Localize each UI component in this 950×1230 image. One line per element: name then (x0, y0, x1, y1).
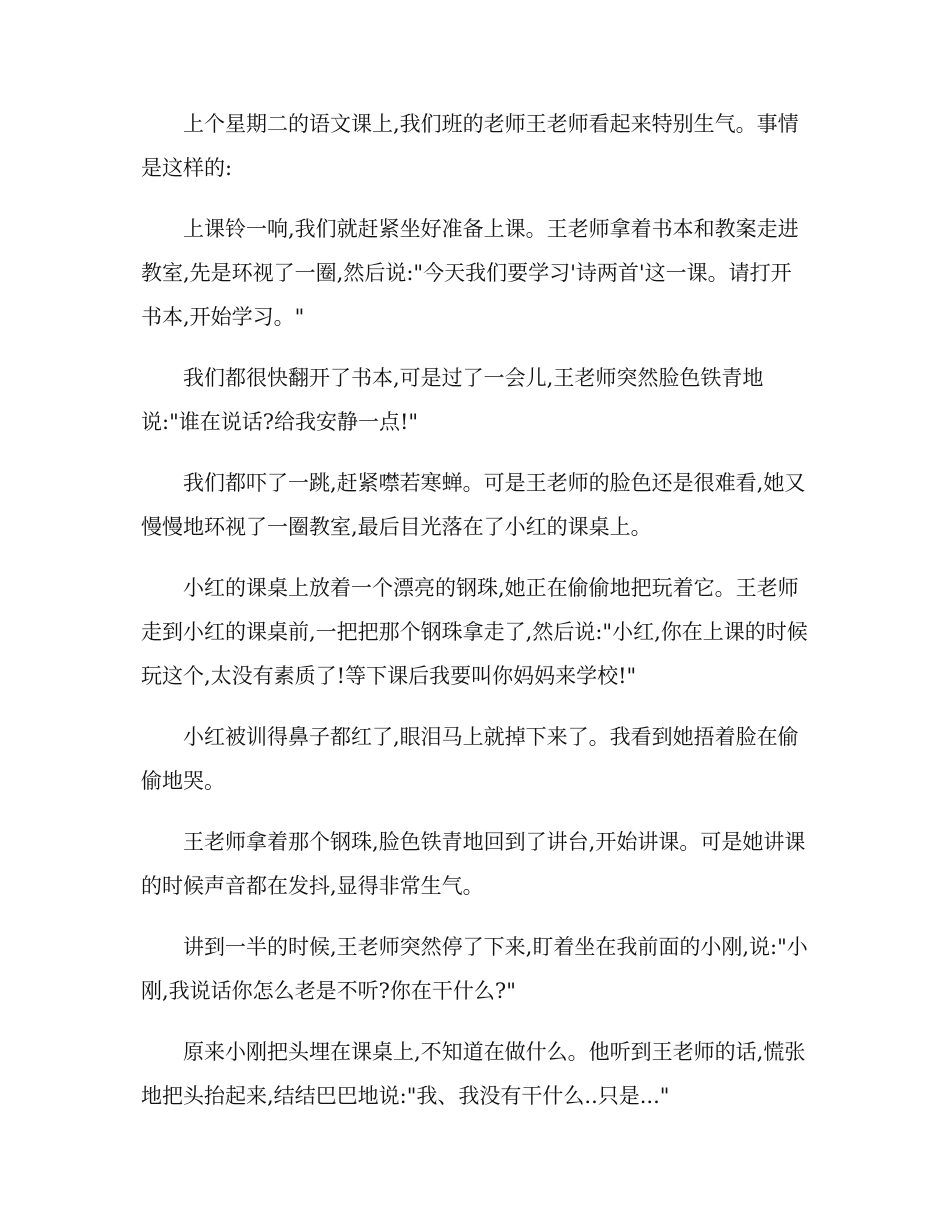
paragraph-1: 上个星期二的语文课上,我们班的老师王老师看起来特别生气。事情是这样的: (141, 112, 799, 180)
paragraph-9: 原来小刚把头埋在课桌上,不知道在做什么。他听到王老师的话,慌张地把头抬起来,结结巴巴地说:"我、我没有干什么..只是..." (141, 1040, 806, 1108)
paragraph-4: 我们都吓了一跳,赶紧噤若寒蝉。可是王老师的脸色还是很难看,她又慢慢地环视了一圈教室,最后目光落在了小红的课桌上。 (141, 471, 806, 539)
document-body (141, 102, 811, 1135)
paragraph-6: 小红被训得鼻子都红了,眼泪马上就掉下来了。我看到她捂着脸在偷偷地哭。 (141, 725, 799, 793)
paragraph-5: 小红的课桌上放着一个漂亮的钢珠,她正在偷偷地把玩着它。王老师走到小红的课桌前,一把把那个钢珠拿走了,然后说:"小红,你在上课的时候玩这个,太没有素质了!等下课后我要叫你妈妈来学校!" (141, 576, 808, 688)
paragraph-2: 上课铃一响,我们就赶紧坐好准备上课。王老师拿着书本和教案走进教室,先是环视了一圈,然后说:"今天我们要学习'诗两首'这一课。请打开书本,开始学习。" (141, 217, 799, 329)
paragraph-8: 讲到一半的时候,王老师突然停了下来,盯着坐在我前面的小刚,说:"小刚,我说话你怎么老是不听?你在干什么?" (141, 935, 808, 1003)
paragraph-3: 我们都很快翻开了书本,可是过了一会儿,王老师突然脸色铁青地说:"谁在说话?给我安静一点!" (141, 366, 764, 434)
paragraph-7: 王老师拿着那个钢珠,脸色铁青地回到了讲台,开始讲课。可是她讲课的时候声音都在发抖,显得非常生气。 (141, 830, 806, 898)
